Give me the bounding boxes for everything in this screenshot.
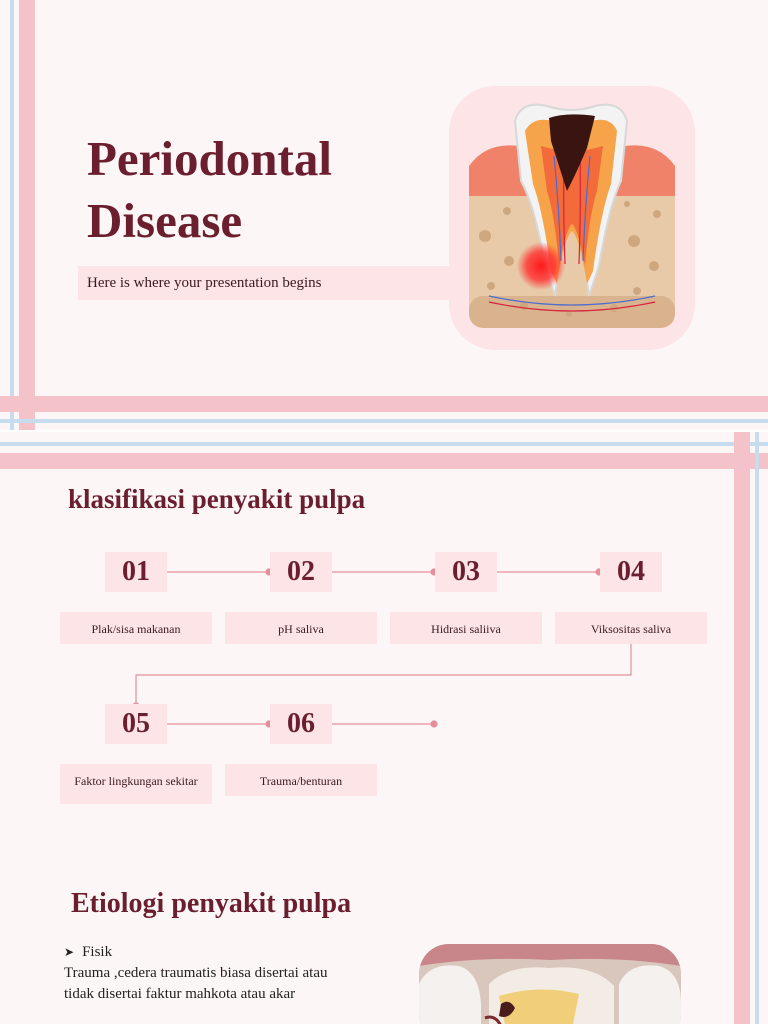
slide1-bottom-pink-bar [0,396,768,412]
subtitle: Here is where your presentation begins [87,275,322,291]
step-label-01-text: Plak/sisa makanan [91,622,181,636]
step-label-06-text: Trauma/benturan [259,774,343,788]
title-line-1: Periodontal [87,131,332,186]
step-number-02: 02 [270,552,332,592]
step-number-05: 05 [105,704,167,744]
step-label-03-text: Hidrasi saliiva [431,622,501,636]
step-label-05-text: Faktor lingkungan sekitar [74,774,198,788]
step-number-03: 03 [435,552,497,592]
step-number-06: 06 [270,704,332,744]
step-label-06 [225,764,377,796]
arrow-bullet-icon: ➤ [64,945,75,959]
page-title [87,128,332,252]
step-label-05 [60,764,212,804]
step-number-04: 04 [600,552,662,592]
slide1-bottom-blue-line [0,419,768,423]
step-label-02-text: pH saliva [278,622,324,636]
bullet-item [64,944,112,961]
bullet-text: Fisik [82,944,113,960]
step-label-01 [60,612,212,644]
tooth-cross-section-icon [449,86,695,350]
etiology-body-text: Trauma ,cedera traumatis biasa disertai atau tidak disertai faktur mahkota atau akar [64,965,328,1002]
title-line-2: Disease [87,193,243,248]
slide1-left-pink-bar [19,0,35,430]
step-label-04-text: Viksositas saliva [590,622,672,636]
title-slide [0,0,768,430]
step-label-02 [225,612,377,644]
subtitle-box [78,266,458,300]
tooth-image-frame [449,86,695,350]
etiology-heading: Etiologi penyakit pulpa [71,888,352,919]
step-label-03 [390,612,542,644]
step-label-04 [555,612,707,644]
fractured-tooth-illustration [419,944,681,1024]
step-number-01: 01 [105,552,167,592]
content-slide [0,432,768,1024]
classification-heading: klasifikasi penyakit pulpa [68,484,366,514]
slide1-left-blue-line [10,0,14,430]
fractured-tooth-photo-icon [419,944,681,1024]
